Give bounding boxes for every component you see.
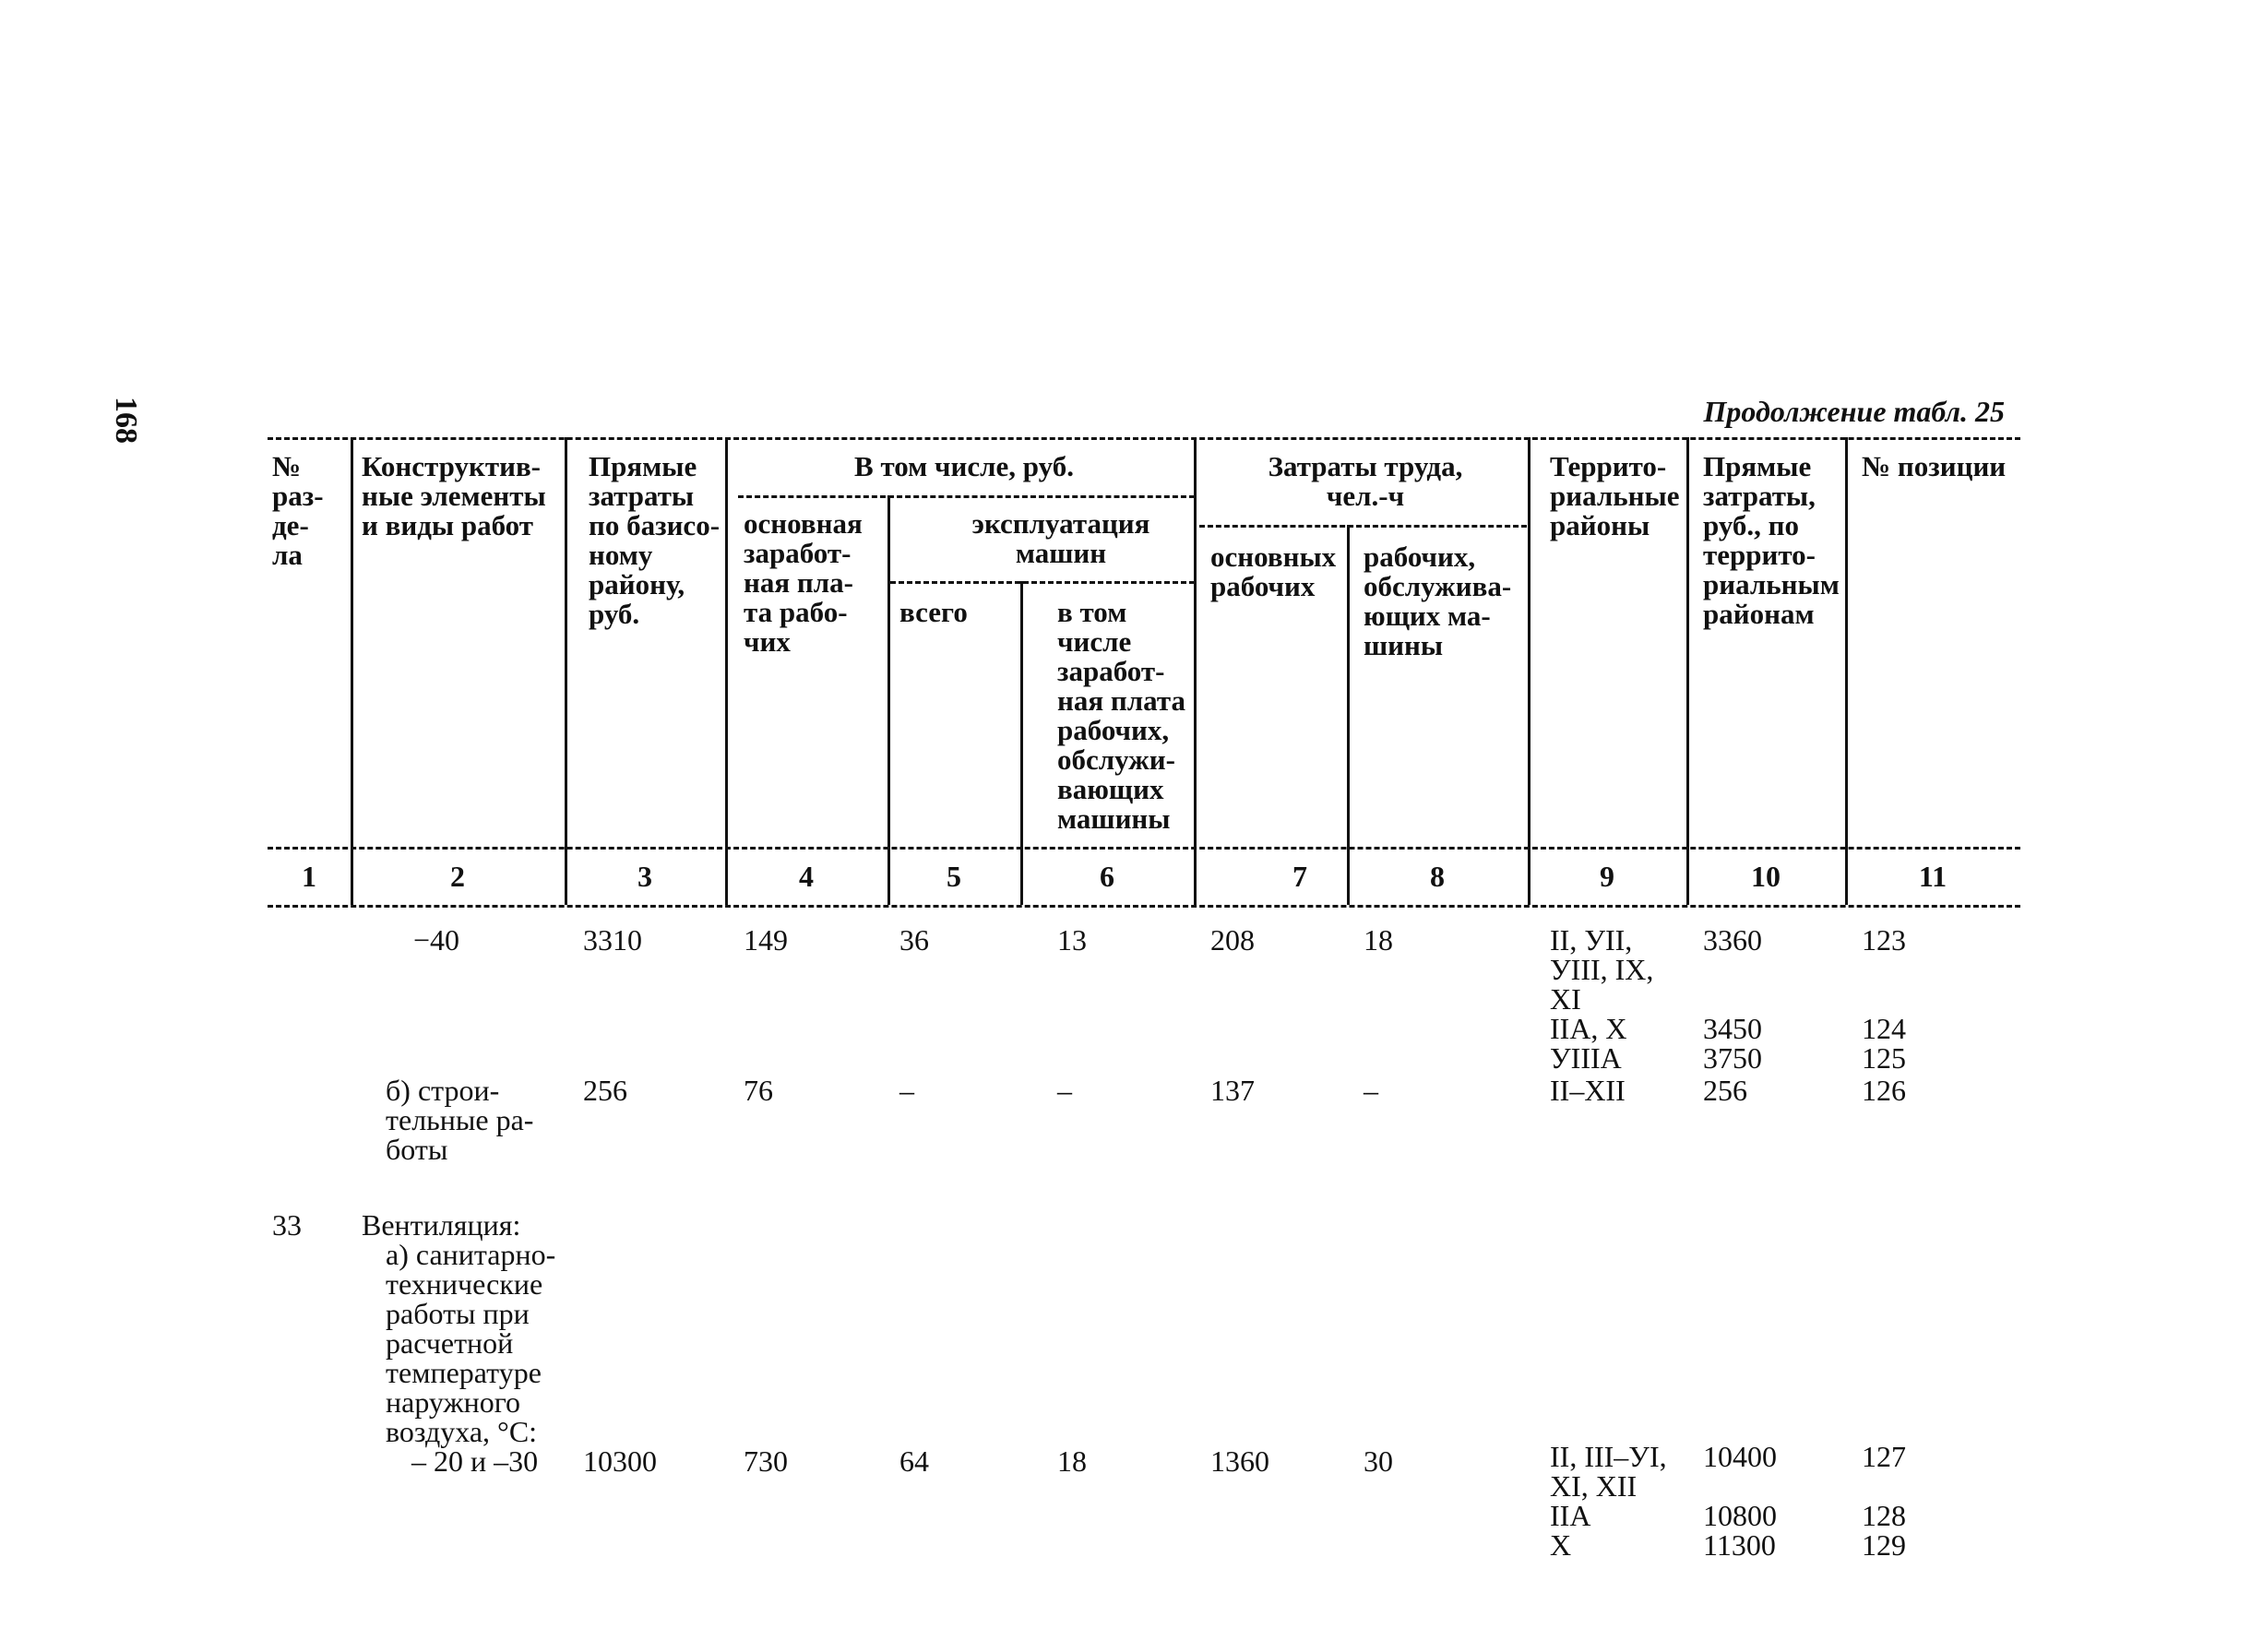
- row2-cost-1: 256: [1703, 1074, 1747, 1107]
- row2-mach-total: –: [899, 1074, 914, 1107]
- table-caption: Продолжение табл. 25: [1703, 395, 2005, 428]
- table-top-rule: [268, 437, 2020, 440]
- row1-wage: 149: [744, 923, 788, 957]
- row1-region-4: IIA, X: [1550, 1012, 1627, 1045]
- colnum-7: 7: [1292, 860, 1307, 893]
- header-direct-base: Прямые затраты по базисо- ному району, руб.: [589, 450, 721, 630]
- row2-wage: 76: [744, 1074, 773, 1107]
- header-section-no: № раз- де- ла: [272, 450, 324, 571]
- row1-mach-total: 36: [899, 923, 929, 957]
- row3-pos-4: 129: [1862, 1528, 1906, 1562]
- row1-region-3: XI: [1550, 982, 1581, 1016]
- header-mach-wage: в том числе заработ- ная плата рабочих, обслужи- вающих машины: [1057, 596, 1185, 835]
- header-group-labor: Затраты труда, чел.-ч: [1268, 450, 1463, 512]
- row1-cost-4: 3450: [1703, 1012, 1762, 1045]
- colnum-3: 3: [637, 860, 652, 893]
- row3-pos-1: 127: [1862, 1440, 1906, 1473]
- row3-cost-4: 11300: [1703, 1528, 1776, 1562]
- row2-element: б) строи- тельные ра- боты: [386, 1074, 534, 1166]
- page-number: 168: [109, 397, 143, 444]
- colnum-8: 8: [1430, 860, 1445, 893]
- row1-pos-4: 124: [1862, 1012, 1906, 1045]
- row1-pos-1: 123: [1862, 923, 1906, 957]
- colnum-10: 10: [1751, 860, 1781, 893]
- row3-pos-3: 128: [1862, 1499, 1906, 1532]
- row1-cost-1: 3360: [1703, 923, 1762, 957]
- row3-region-2: XI, XII: [1550, 1469, 1638, 1503]
- row3-labor-mach: 30: [1364, 1444, 1393, 1478]
- row1-labor-main: 208: [1210, 923, 1255, 957]
- row1-mach-wage: 13: [1057, 923, 1087, 957]
- header-wage: основная заработ- ная пла- та рабо- чих: [744, 507, 863, 658]
- divider-5-6: [1020, 581, 1023, 905]
- header-labor-mach: рабочих, обслужива- ющих ма- шины: [1364, 541, 1512, 661]
- row3-region-4: X: [1550, 1528, 1572, 1562]
- divider-10-11: [1845, 437, 1848, 905]
- row3-direct: 10300: [583, 1444, 657, 1478]
- colnum-2: 2: [450, 860, 465, 893]
- group-incl-rule: [738, 495, 1195, 498]
- row2-pos-1: 126: [1862, 1074, 1906, 1107]
- row3-section: 33: [272, 1208, 302, 1242]
- row1-direct: 3310: [583, 923, 642, 957]
- row3-mach-total: 64: [899, 1444, 929, 1478]
- divider-3-4: [725, 437, 728, 905]
- colnum-bottom-rule: [268, 905, 2020, 908]
- header-direct-regions: Прямые затраты, руб., по террито- риальным районам: [1703, 450, 1840, 630]
- divider-6-7: [1194, 437, 1197, 905]
- divider-2-3: [565, 437, 567, 905]
- header-regions: Террито- риальные районы: [1550, 450, 1680, 541]
- row3-region-3: IIA: [1550, 1499, 1591, 1532]
- row3-element-temp: – 20 и –30: [411, 1444, 539, 1478]
- row1-region-5: УIIIA: [1550, 1041, 1622, 1075]
- row2-labor-mach: –: [1364, 1074, 1378, 1107]
- divider-8-9: [1528, 437, 1531, 905]
- row3-mach-wage: 18: [1057, 1444, 1087, 1478]
- row2-direct: 256: [583, 1074, 627, 1107]
- group-machines-rule: [890, 581, 1195, 584]
- row2-region-1: II–XII: [1550, 1074, 1626, 1107]
- row2-mach-wage: –: [1057, 1074, 1072, 1107]
- row3-cost-1: 10400: [1703, 1440, 1777, 1473]
- row1-pos-5: 125: [1862, 1041, 1906, 1075]
- row1-element: −40: [413, 923, 460, 957]
- colnum-4: 4: [799, 860, 814, 893]
- colnum-5: 5: [947, 860, 961, 893]
- header-position-no: № позиции: [1862, 450, 2007, 482]
- row3-element-title: Вентиляция:: [362, 1208, 521, 1242]
- header-bottom-rule: [268, 847, 2020, 850]
- colnum-1: 1: [302, 860, 316, 893]
- colnum-6: 6: [1100, 860, 1114, 893]
- header-elements: Конструктив- ные элементы и виды работ: [362, 450, 546, 541]
- row1-region-2: УIII, IX,: [1550, 953, 1654, 986]
- row3-element: а) санитарно- технические работы при расчетной температуре наружного воздуха, °С:: [386, 1238, 556, 1448]
- colnum-9: 9: [1600, 860, 1614, 893]
- row3-region-1: II, III–УI,: [1550, 1440, 1667, 1473]
- row1-cost-5: 3750: [1703, 1041, 1762, 1075]
- colnum-11: 11: [1918, 860, 1947, 893]
- divider-1-2: [351, 437, 353, 905]
- row3-cost-3: 10800: [1703, 1499, 1777, 1532]
- header-group-incl: В том числе, руб.: [854, 450, 1074, 482]
- header-labor-main: основных рабочих: [1210, 541, 1337, 602]
- header-mach-total: всего: [899, 596, 968, 628]
- divider-4-5: [887, 495, 890, 905]
- group-labor-rule: [1199, 525, 1527, 528]
- row3-labor-main: 1360: [1210, 1444, 1269, 1478]
- header-group-machines: эксплуатация машин: [971, 507, 1150, 569]
- row1-region-1: II, УII,: [1550, 923, 1633, 957]
- row3-wage: 730: [744, 1444, 788, 1478]
- row1-labor-mach: 18: [1364, 923, 1393, 957]
- row2-labor-main: 137: [1210, 1074, 1255, 1107]
